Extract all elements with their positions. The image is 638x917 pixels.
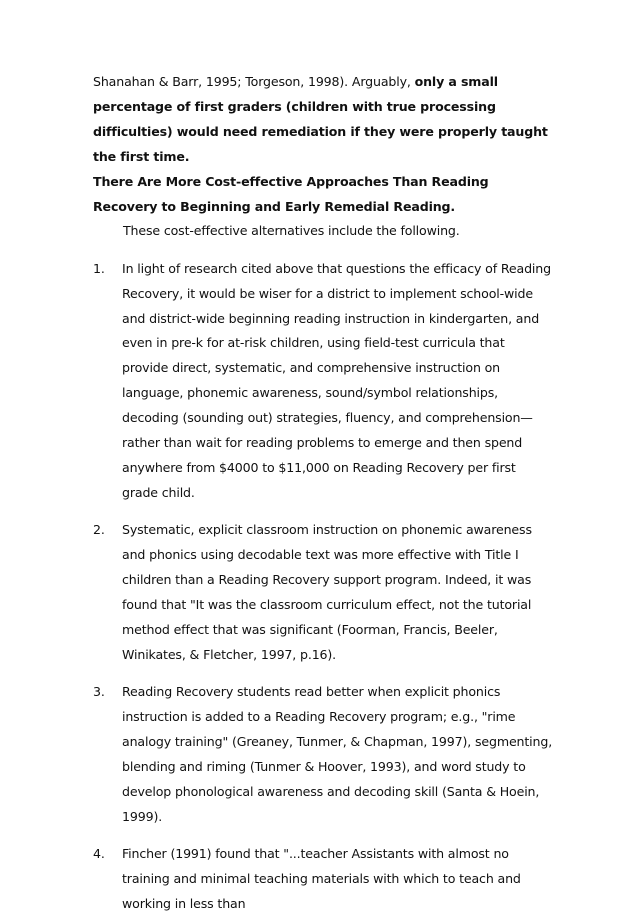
list-item-number: 2. — [93, 522, 105, 538]
list-item-number: 4. — [93, 846, 105, 862]
list-item-number: 3. — [93, 684, 105, 700]
list-item-number: 1. — [93, 260, 105, 276]
opening-paragraph-bold-text: only a small percentage of first graders (children with true processing difficulties) would need remediation if they were properly taught the first time. — [93, 74, 548, 164]
section-heading: There Are More Cost-effective Approaches Than Reading Recovery to Beginning and Early Remedial Reading. — [93, 173, 489, 214]
list-item-text: In light of research cited above that questions the efficacy of Reading Recovery, it would be wiser for a district to implement school-wide and district-wide beginning reading instruction in kindergarten, and even in pre-k for at-risk children, using field-test curricula that provide direct, systematic, and comprehensive instruction on language, phonemic awareness, sound/symbol relationships, decoding (sounding out) strategies, fluency, and comprehension—rather than wait for reading problems to emerge and then spend anywhere from $4000 to $11,000 on Reading Recovery per first grade child. — [122, 260, 551, 500]
opening-paragraph-plain-text: Shanahan & Barr, 1995; Torgeson, 1998). Arguably, — [93, 74, 415, 89]
opening-paragraph — [93, 70, 553, 170]
list-item — [93, 257, 553, 506]
alternatives-list — [93, 257, 553, 917]
list-item-text: Systematic, explicit classroom instruction on phonemic awareness and phonics using decodable text was more effective with Title I children than a Reading Recovery support program. Indeed, it was found that "It was the classroom curriculum effect, not the tutorial method effect that was significant (Foorman, Francis, Beeler, Winikates, & Fletcher, 1997, p.16). — [122, 522, 532, 662]
list-item — [93, 680, 553, 829]
list-item-text: Fincher (1991) found that "...teacher Assistants with almost no training and minimal teaching materials with which to teach and working in less than — [122, 846, 521, 912]
list-item-text: Reading Recovery students read better when explicit phonics instruction is added to a Reading Recovery program; e.g., "rime analogy training" (Greaney, Tunmer, & Chapman, 1997), segmenting, blending and riming (Tunmer & Hoover, 1993), and word study to develop phonological awareness and decoding skill (Santa & Hoein, 1999). — [122, 684, 553, 824]
list-item — [93, 842, 553, 917]
document-page — [93, 70, 553, 917]
list-item — [93, 518, 553, 667]
section-intro: These cost-effective alternatives include the following. — [123, 223, 460, 239]
